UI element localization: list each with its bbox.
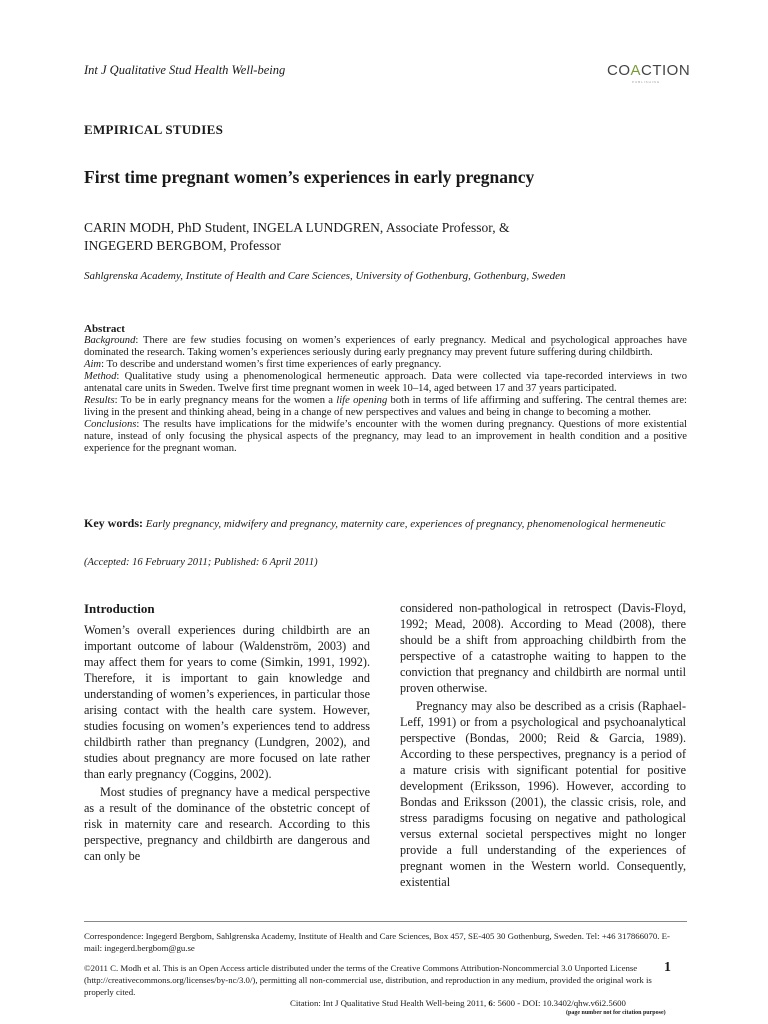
abstract xyxy=(84,323,687,455)
keywords-label: Key words: xyxy=(84,516,143,530)
citation-note: (page number not for citation purpose) xyxy=(566,1010,666,1016)
keywords xyxy=(84,515,687,532)
abstract-background xyxy=(84,335,687,359)
logo-subtext: PUBLISHING xyxy=(632,80,661,84)
logo-text-1: CO xyxy=(607,62,631,79)
abstract-results xyxy=(84,395,687,419)
section-label: EMPIRICAL STUDIES xyxy=(84,122,224,137)
background-text: : There are few studies focusing on women’s experiences of early pregnancy. Medical and psychological approaches have dominated the research. Taking women’s experiences seriously during early pregnancy may prevent future suffering during childbirth. xyxy=(84,335,687,358)
intro-paragraph-1: Women’s overall experiences during childbirth are an important outcome of labour (Waldenström, 2003) and may affect them for years to come (Simkin, 1991, 1992). Therefore, it is important to gain knowledge and understanding of women’s experiences, in particular those arising contact with the health care system. However, studies focusing on women’s experiences tend to address childbirth rather than pregnancy (Lundgren, 2002), and studies about pregnancy are more focused on late rather than early pregnancy (Coggins, 2002). xyxy=(84,623,370,781)
license-text: ©2011 C. Modh et al. This is an Open Access article distributed under the terms of the Creative Commons Attribution-Noncommercial 3.0 Unported License (http://creativecommons.org/licenses/by-nc/3.0/), permitting all non-commercial use, distribution, and reproduction in any medium, provided the original work is properly cited. xyxy=(84,963,652,997)
abstract-heading: Abstract xyxy=(84,323,125,335)
footnote-divider xyxy=(84,921,687,922)
conclusions-label: Conclusions xyxy=(84,419,137,430)
abstract-aim xyxy=(84,359,687,371)
body-column-left xyxy=(84,600,370,864)
aim-label: Aim xyxy=(84,359,102,370)
introduction-heading: Introduction xyxy=(84,601,155,616)
abstract-conclusions xyxy=(84,419,687,455)
logo-text-2: A xyxy=(630,62,642,79)
results-label: Results xyxy=(84,395,115,406)
citation-post: : 5600 - DOI: 10.3402/qhw.v6i2.5600 xyxy=(492,998,626,1008)
article-title: First time pregnant women’s experiences in early pregnancy xyxy=(84,167,535,187)
results-text-pre: : To be in early pregnancy means for the women a xyxy=(114,395,337,406)
authors xyxy=(84,219,604,255)
intro-paragraph-2: Most studies of pregnancy have a medical perspective as a result of the dominance of the obstetric concept of risk in maternity care and research. According to this perspective, pregnancy and childbirth are dangerous and can only be xyxy=(84,785,370,863)
coaction-logo xyxy=(607,62,690,79)
method-label: Method xyxy=(84,371,117,382)
keywords-text: Early pregnancy, midwifery and pregnancy, maternity care, experiences of pregnancy, phenomenological hermeneutic xyxy=(145,518,666,530)
correspondence: Correspondence: Ingegerd Bergbom, Sahlgrenska Academy, Institute of Health and Care Sciences, Box 457, SE-405 30 Gothenburg, Sweden. Tel: +46 317866070. E-mail: ingegerd.bergbom@gu.se xyxy=(84,931,670,953)
results-emphasis: life opening xyxy=(336,395,388,406)
authors-line-2: INGEGERD BERGBOM, Professor xyxy=(84,238,281,253)
body-column-right xyxy=(400,600,686,890)
aim-text: : To describe and understand women’s first time experiences of early pregnancy. xyxy=(101,359,442,370)
citation-pre: Citation: Int J Qualitative Stud Health Well-being 2011, xyxy=(290,998,489,1008)
authors-line-1: CARIN MODH, PhD Student, INGELA LUNDGREN, Associate Professor, & xyxy=(84,220,510,235)
method-text: : Qualitative study using a phenomenological hermeneutic approach. Data were collected via tape-recorded interviews in two antenatal care units in Sweden. Twelve first time pregnant women in week 10–14, aged between 17 and 37 years participated. xyxy=(84,371,687,394)
page-number: 1 xyxy=(664,960,671,975)
affiliation: Sahlgrenska Academy, Institute of Health and Care Sciences, University of Gothenburg, Gothenburg, Sweden xyxy=(84,270,566,282)
citation xyxy=(290,998,626,1008)
citation-volume: 6 xyxy=(488,998,493,1008)
intro-paragraph-3: considered non-pathological in retrospect (Davis-Floyd, 1992; Mead, 2008). According to Mead (2008), there should be a shift from approaching childbirth from the perspective of a catastrophe waiting to happen to the conviction that pregnancy and childbirth are normal until proven otherwise. xyxy=(400,601,686,695)
results-text-post: both in terms of life affirming and suffering. The central themes are: living in the present and thinking ahead, being in a change of new perspectives and values and being in change to becoming a mother. xyxy=(84,395,687,418)
journal-title: Int J Qualitative Stud Health Well-being xyxy=(84,63,286,77)
abstract-method xyxy=(84,371,687,395)
intro-paragraph-4: Pregnancy may also be described as a crisis (Raphael-Leff, 1991) or from a psychological and psychoanalytical perspective (Bondas, 2000; Reid & Garcia, 1989). According to these perspectives, pregnancy is a period of a mature crisis with significant potential for positive development (Eriksson, 1996). However, according to Bondas and Eriksson (2001), the classic crisis, role, and stress paradigms focusing on negative and pathological versus external societal perspectives might no longer provide a full understanding of the experiences of pregnant women in the Western world. Consequently, existential xyxy=(400,699,686,889)
background-label: Background xyxy=(84,335,136,346)
accepted-dates: (Accepted: 16 February 2011; Published: 6 April 2011) xyxy=(84,557,318,568)
logo-text-3: CTION xyxy=(641,62,691,79)
conclusions-text: : The results have implications for the midwife’s encounter with the women during pregnancy. Questions of more existential nature, instead of only focusing the physical aspects of the pregnancy, may lead to an improvement in health condition and a positive experience for the pregnant woman. xyxy=(84,419,687,454)
